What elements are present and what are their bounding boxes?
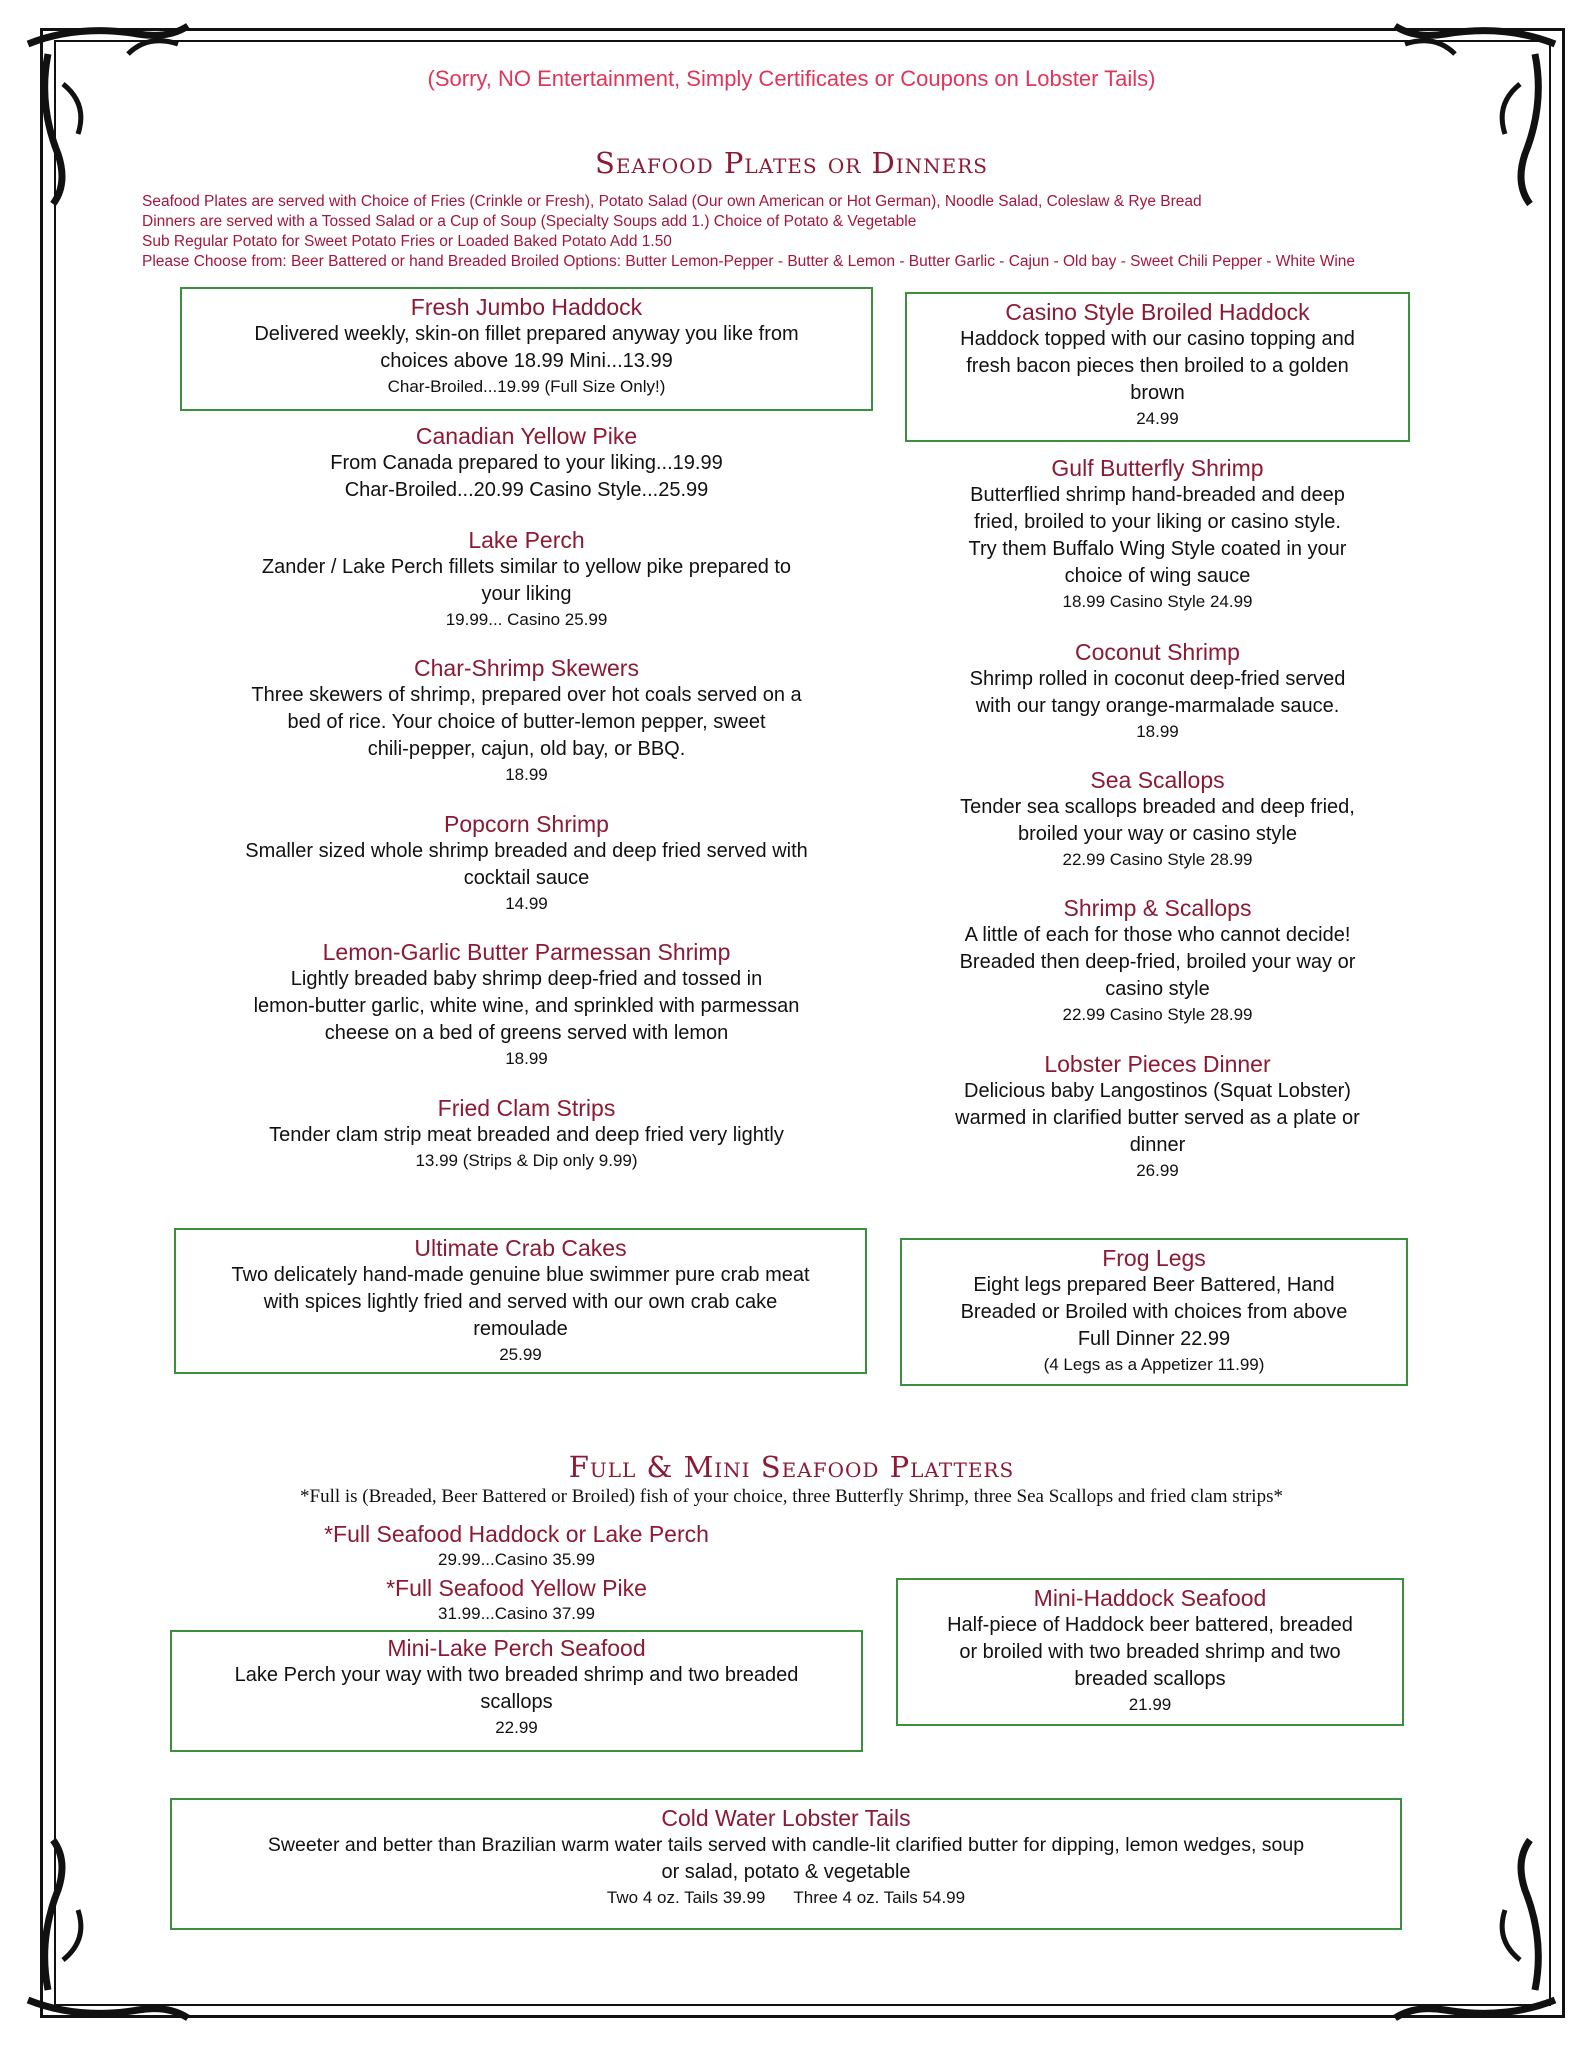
- item-desc: Smaller sized whole shrimp breaded and deep fried served with: [245, 840, 808, 862]
- item-price: 29.99...Casino 35.99: [438, 1550, 595, 1569]
- item-desc: chili-pepper, cajun, old bay, or BBQ.: [367, 738, 686, 760]
- item-desc: Tender sea scallops breaded and deep fried,: [960, 796, 1355, 818]
- item-name: Fried Clam Strips: [437, 1095, 616, 1121]
- item-desc: Breaded then deep-fried, broiled your way or: [959, 951, 1356, 973]
- item-name: Fresh Jumbo Haddock: [410, 294, 643, 320]
- menu-item-popcorn-shrimp: [180, 810, 873, 915]
- item-price: Char-Broiled...19.99 (Full Size Only!): [387, 377, 666, 396]
- item-price: 24.99: [1136, 409, 1179, 428]
- menu-item-fresh-jumbo-haddock: [180, 287, 873, 411]
- item-name: Mini-Lake Perch Seafood: [387, 1635, 646, 1661]
- menu-item-lobster-pieces-dinner: [905, 1050, 1410, 1182]
- item-price: 14.99: [505, 894, 548, 913]
- item-price: 22.99 Casino Style 28.99: [1062, 1005, 1253, 1024]
- item-name: Char-Shrimp Skewers: [414, 655, 639, 681]
- item-name: Cold Water Lobster Tails: [661, 1805, 911, 1831]
- item-desc: Try them Buffalo Wing Style coated in your: [968, 538, 1347, 560]
- menu-item-gulf-butterfly-shrimp: [905, 454, 1410, 613]
- platter-mini-lake-perch: [170, 1630, 863, 1752]
- intro-line: Seafood Plates are served with Choice of Fries (Crinkle or Fresh), Potato Salad (Our own American or Hot German), Noodle Salad, Coleslaw & Rye Bread: [142, 193, 1202, 210]
- item-price: 18.99: [505, 765, 548, 784]
- corner-flourish-top-right: [1365, 14, 1565, 214]
- item-desc: Char-Broiled...20.99 Casino Style...25.99: [344, 479, 709, 501]
- item-desc: Lightly breaded baby shrimp deep-fried and tossed in: [290, 968, 763, 990]
- item-desc: From Canada prepared to your liking...19.99: [330, 452, 723, 474]
- intro-line: Sub Regular Potato for Sweet Potato Fries or Loaded Baked Potato Add 1.50: [142, 233, 672, 250]
- item-price: 18.99: [1136, 722, 1179, 741]
- item-name: Mini-Haddock Seafood: [1033, 1585, 1267, 1611]
- item-desc: A little of each for those who cannot decide!: [964, 924, 1351, 946]
- item-desc: Breaded or Broiled with choices from above: [960, 1301, 1348, 1323]
- item-price: 18.99: [505, 1049, 548, 1068]
- item-desc: brown: [1130, 382, 1185, 404]
- item-price: 31.99...Casino 37.99: [438, 1604, 595, 1623]
- item-name: Frog Legs: [1102, 1245, 1206, 1271]
- item-price: 22.99 Casino Style 28.99: [1062, 850, 1253, 869]
- section-intro: [142, 192, 1502, 272]
- item-desc: Sweeter and better than Brazilian warm water tails served with candle-lit clarified butter for dipping, lemon wedges, soup: [267, 1834, 1305, 1856]
- item-price: 22.99: [495, 1718, 538, 1737]
- menu-item-char-shrimp-skewers: [180, 654, 873, 786]
- notice-text: (Sorry, NO Entertainment, Simply Certificates or Coupons on Lobster Tails): [427, 66, 1156, 91]
- item-desc: with our tangy orange-marmalade sauce.: [975, 695, 1340, 717]
- item-desc: choices above 18.99 Mini...13.99: [380, 350, 673, 372]
- item-desc: Lake Perch your way with two breaded shrimp and two breaded: [234, 1664, 799, 1686]
- platter-full-yellow-pike: [180, 1574, 853, 1625]
- item-name: Lake Perch: [468, 527, 585, 553]
- section-title-seafood-plates: Seafood Plates or Dinners: [594, 146, 989, 180]
- item-name: *Full Seafood Yellow Pike: [386, 1575, 647, 1601]
- item-desc: cocktail sauce: [463, 867, 590, 889]
- item-desc: broiled your way or casino style: [1017, 823, 1297, 845]
- platter-full-haddock-perch: [180, 1520, 853, 1571]
- menu-item-coconut-shrimp: [905, 638, 1410, 743]
- menu-item-canadian-yellow-pike: [180, 422, 873, 504]
- item-desc: Butterflied shrimp hand-breaded and deep: [970, 484, 1345, 506]
- menu-item-ultimate-crab-cakes: [174, 1228, 867, 1374]
- item-desc: Haddock topped with our casino topping and: [960, 328, 1355, 350]
- item-desc: breaded scallops: [1074, 1668, 1226, 1690]
- corner-flourish-top-left: [18, 14, 218, 214]
- menu-item-sea-scallops: [905, 766, 1410, 871]
- intro-line: Please Choose from: Beer Battered or hand Breaded Broiled Options: Butter Lemon-Pepper - Butter & Lemon - Butter Garlic - Cajun - Old bay - Sweet Chili Pepper - White Wine: [142, 253, 1356, 270]
- item-price: 26.99: [1136, 1161, 1179, 1180]
- item-desc: scallops: [480, 1691, 553, 1713]
- item-name: Lobster Pieces Dinner: [1044, 1051, 1271, 1077]
- menu-item-fried-clam-strips: [180, 1094, 873, 1172]
- section-title-seafood-platters: Full & Mini Seafood Platters: [568, 1450, 1015, 1484]
- item-name: Coconut Shrimp: [1075, 639, 1240, 665]
- item-name: Gulf Butterfly Shrimp: [1051, 455, 1264, 481]
- item-desc: with spices lightly fried and served with our own crab cake: [263, 1291, 778, 1313]
- item-price: (4 Legs as a Appetizer 11.99): [1043, 1355, 1265, 1374]
- item-desc: your liking: [481, 583, 572, 605]
- item-price: 13.99 (Strips & Dip only 9.99): [415, 1151, 638, 1170]
- item-desc: dinner: [1129, 1134, 1186, 1156]
- item-price: 21.99: [1128, 1695, 1172, 1714]
- item-desc: or salad, potato & vegetable: [661, 1861, 911, 1883]
- item-name: Canadian Yellow Pike: [415, 423, 638, 449]
- item-name: Lemon-Garlic Butter Parmessan Shrimp: [322, 939, 731, 965]
- item-desc: fresh bacon pieces then broiled to a golden: [966, 355, 1349, 377]
- item-desc: cheese on a bed of greens served with lemon: [324, 1022, 729, 1044]
- item-name: Casino Style Broiled Haddock: [1005, 299, 1310, 325]
- item-desc: Full Dinner 22.99: [1077, 1328, 1231, 1350]
- item-desc: or broiled with two breaded shrimp and two: [959, 1641, 1341, 1663]
- item-desc: Eight legs prepared Beer Battered, Hand: [973, 1274, 1335, 1296]
- item-desc: lemon-butter garlic, white wine, and sprinkled with parmessan: [253, 995, 800, 1017]
- item-desc: choice of wing sauce: [1064, 565, 1251, 587]
- menu-item-shrimp-and-scallops: [905, 894, 1410, 1026]
- item-desc: Two delicately hand-made genuine blue swimmer pure crab meat: [231, 1264, 810, 1286]
- menu-item-frog-legs: [900, 1238, 1408, 1386]
- item-desc: Half-piece of Haddock beer battered, breaded: [947, 1614, 1353, 1636]
- menu-item-casino-style-broiled-haddock: [905, 292, 1410, 442]
- menu-item-lake-perch: [180, 526, 873, 631]
- item-price: Two 4 oz. Tails 39.99 Three 4 oz. Tails 54.99: [606, 1888, 966, 1907]
- item-desc: Delivered weekly, skin-on fillet prepared anyway you like from: [254, 323, 799, 345]
- item-name: Ultimate Crab Cakes: [414, 1235, 627, 1261]
- item-name: Sea Scallops: [1090, 767, 1225, 793]
- item-desc: fried, broiled to your liking or casino style.: [974, 511, 1341, 533]
- platter-note: *Full is (Breaded, Beer Battered or Broiled) fish of your choice, three Butterfly Shrimp, three Sea Scallops and fried clam strips*: [300, 1486, 1283, 1507]
- item-name: Shrimp & Scallops: [1063, 895, 1252, 921]
- item-desc: remoulade: [473, 1318, 568, 1340]
- item-price: 19.99... Casino 25.99: [445, 610, 608, 629]
- item-desc: warmed in clarified butter served as a plate or: [955, 1107, 1360, 1129]
- item-name: Popcorn Shrimp: [444, 811, 609, 837]
- platter-cold-water-lobster-tails: [170, 1798, 1402, 1930]
- item-name: *Full Seafood Haddock or Lake Perch: [324, 1521, 709, 1547]
- item-desc: casino style: [1105, 978, 1210, 1000]
- item-desc: Three skewers of shrimp, prepared over hot coals served on a: [251, 684, 802, 706]
- item-desc: Shrimp rolled in coconut deep-fried served: [969, 668, 1346, 690]
- item-desc: Tender clam strip meat breaded and deep fried very lightly: [269, 1124, 784, 1146]
- item-desc: Zander / Lake Perch fillets similar to yellow pike prepared to: [261, 556, 792, 578]
- item-price: 18.99 Casino Style 24.99: [1062, 592, 1253, 611]
- platter-mini-haddock: [896, 1578, 1404, 1726]
- intro-line: Dinners are served with a Tossed Salad or a Cup of Soup (Specialty Soups add 1.) Choice of Potato & Vegetable: [142, 213, 917, 230]
- item-price: 25.99: [499, 1345, 542, 1364]
- menu-item-lemon-garlic-shrimp: [180, 938, 873, 1070]
- item-desc: Delicious baby Langostinos (Squat Lobster): [964, 1080, 1351, 1102]
- item-desc: bed of rice. Your choice of butter-lemon pepper, sweet: [287, 711, 766, 733]
